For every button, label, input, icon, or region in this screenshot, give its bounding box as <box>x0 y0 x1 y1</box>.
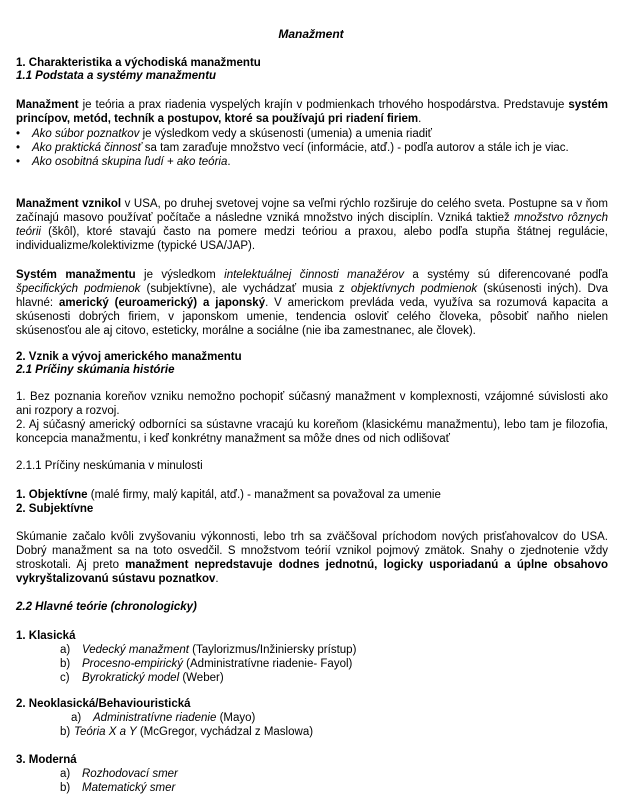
section-2-1-1-heading: 2.1.1 Príčiny neskúmania v minulosti <box>16 460 203 472</box>
paragraph-skumanie: Skúmanie začalo kvôli zvyšovaniu výkonnosti, lebo trh sa zväčšoval príchodom nových prisťahovalcov do USA. Dobrý manažment sa na toto osvedčil. S množstvom teórií vznikol pojmový zmätok. Snahy o zjednotenie vždy stroskotali. Aj preto manažment nepredstavuje dodnes jednotnú, logicky usporiadanú a úplne obsahovo vykryštalizovanú sústavu poznatkov. <box>16 531 608 585</box>
paragraph-reason-1: 1. Bez poznania koreňov vzniku nemožno pochopiť súčasný manažment v komplexnosti, vzájomné súvislosti ako ani rozpory a rozvoj. <box>16 391 608 417</box>
term-manazment: Manažment <box>16 99 79 111</box>
paragraph-manazment-vznikol: Manažment vznikol v USA, po druhej svetovej vojne sa veľmi rýchlo rozširuje do celého sveta. Postupne sa v ňom začínajú masovo používať počítače a následne vzniká množstvo iných disciplín. Vzniká taktiež množstvo rôznych teórii (škôl), ktoré stavajú často na pomere medzi teóriou a praxou, alebo podľa stupňa štátnej regulácie, individualizme/kolektivizme (typické USA/JAP). <box>16 198 608 252</box>
list-item: b) Teória X a Y (McGregor, vychádzal z Maslowa) <box>60 726 314 738</box>
list-item: a) Vedecký manažment (Taylorizmus/Inžiniersky prístup) <box>60 644 357 656</box>
subjective-reason: 2. Subjektívne <box>16 503 94 515</box>
list-item: • Ako súbor poznatkov je výsledkom vedy a skúsenosti (umenia) a umenia riadiť <box>16 127 608 141</box>
section-1-heading: 1. Charakteristika a východiská manažmentu <box>16 57 261 69</box>
list-item: b) Matematický smer <box>60 782 176 794</box>
objective-reason: 1. Objektívne (malé firmy, malý kapitál, atď.) - manažment sa považoval za umenie <box>16 489 441 501</box>
theory-group-title: 2. Neoklasická/Behaviouristická <box>16 698 191 710</box>
theory-list-klasicka <box>60 643 356 685</box>
list-item: a) Administratívne riadenie (Mayo) <box>71 712 256 724</box>
list-item: a) Rozhodovací smer <box>60 768 178 780</box>
list-item: • Ako osobitná skupina ľudí + ako teória. <box>16 155 608 169</box>
theory-group-title: 1. Klasická <box>16 630 76 642</box>
paragraph-manazment-definition: Manažment je teória a prax riadenia vyspelých krajín v podmienkach trhového hospodárstva. Predstavuje systém princípov, metód, techník a postupov, ktoré sa používajú pri riadení firiem. <box>16 99 608 125</box>
section-2-1-heading: 2.1 Príčiny skúmania histórie <box>16 364 175 376</box>
definition-bullet-list <box>16 127 608 169</box>
section-1-1-heading: 1.1 Podstata a systémy manažmentu <box>16 70 217 82</box>
paragraph-system-manazmentu: Systém manažmentu je výsledkom intelektuálnej činnosti manažérov a systémy sú diferencované podľa špecifických podmienok (subjektívne), ale vychádzať musia z objektívnych podmienok (skúsenosti iných). Dva hlavné: americký (euroamerický) a japonský. V americkom prevláda veda, využíva sa rozumová kapacita a skúsenosti dobrých firiem, v japonskom umenie, tendencia osloviť celého človeka, pôsobiť naňho nielen skúsenosťou ale aj citovo, esteticky, morálne a sociálne (nie iba zamestnanec, ale človek). <box>16 269 609 337</box>
paragraph-reason-2: 2. Aj súčasný americký odborníci sa sústavne vracajú ku koreňom (klasickému manažmentu), lebo tam je filozofia, koncepcia manažmentu, i keď konkrétny manažment sa môže dnes od nich odlišovať <box>16 419 608 445</box>
section-2-heading: 2. Vznik a vývoj amerického manažmentu <box>16 351 242 363</box>
theory-group-title: 3. Moderná <box>16 754 77 766</box>
list-item: • Ako praktická činnosť sa tam zaraďuje množstvo vecí (informácie, atď.) - podľa autorov a stále ich je viac. <box>16 141 608 155</box>
term-system-principov: systém princípov, metód, techník a postupov, ktoré sa používajú pri riadení firiem <box>16 99 608 125</box>
theory-list-neoklasicka-b <box>60 725 313 739</box>
theory-list-neoklasicka <box>71 711 255 725</box>
list-item: c) Byrokratický model (Weber) <box>60 672 224 684</box>
list-item: b) Procesno-empirický (Administratívne riadenie- Fayol) <box>60 658 353 670</box>
theory-list-moderna <box>60 767 178 795</box>
section-2-2-heading: 2.2 Hlavné teórie (chronologicky) <box>16 601 197 613</box>
document-title: Manažment <box>278 27 344 41</box>
